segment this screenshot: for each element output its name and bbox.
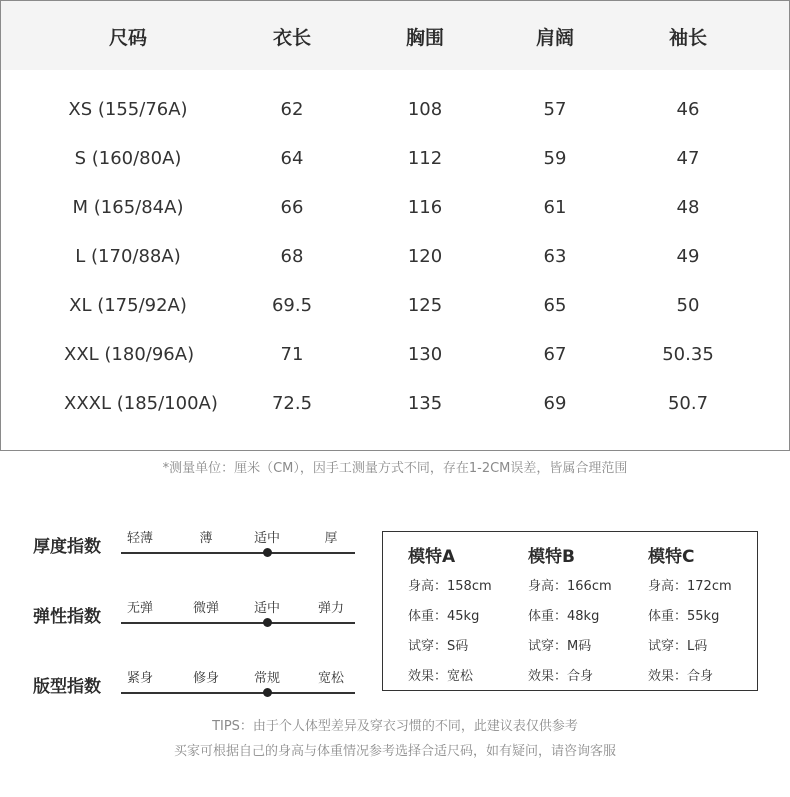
index-label: 弹性指数 — [33, 607, 101, 627]
cell-shoulder: 69 — [543, 393, 567, 414]
model-try-size: 试穿：M码 — [528, 639, 592, 654]
cell-chest: 135 — [407, 393, 443, 414]
model-weight: 体重：45kg — [408, 609, 480, 624]
header-size: 尺码 — [108, 27, 147, 49]
model-effect: 效果：宽松 — [408, 669, 474, 684]
index-tick-label: 常规 — [253, 671, 280, 686]
header-chest: 胸围 — [405, 27, 444, 49]
index-scale-line — [121, 552, 355, 554]
model-weight: 体重：48kg — [528, 609, 600, 624]
cell-chest: 120 — [407, 246, 443, 267]
model-name: 模特B — [528, 547, 575, 567]
cell-chest: 130 — [407, 344, 443, 365]
index-tick-label: 弹力 — [317, 601, 344, 616]
index-label: 版型指数 — [33, 677, 101, 697]
index-tick-label: 宽松 — [317, 671, 344, 686]
cell-length: 69.5 — [271, 295, 313, 316]
cell-sleeve: 50.7 — [667, 393, 709, 414]
cell-chest: 116 — [407, 197, 443, 218]
measure-note: *测量单位：厘米（CM），因手工测量方式不同，存在1-2CM误差，皆属合理范围 — [162, 461, 628, 476]
model-weight: 体重：55kg — [648, 609, 720, 624]
size-table-header — [1, 1, 789, 70]
model-height: 身高：172cm — [648, 579, 732, 594]
index-tick-label: 微弹 — [192, 601, 219, 616]
index-marker-dot — [263, 548, 272, 557]
cell-length: 64 — [280, 148, 304, 169]
model-name: 模特A — [408, 547, 456, 567]
index-tick-label: 厚 — [324, 531, 338, 546]
index-tick-label: 修身 — [192, 671, 219, 686]
index-scale-line — [121, 692, 355, 694]
header-sleeve: 袖长 — [668, 27, 707, 49]
index-tick-label: 适中 — [253, 601, 280, 616]
cell-shoulder: 61 — [543, 197, 567, 218]
cell-shoulder: 65 — [543, 295, 567, 316]
cell-sleeve: 46 — [676, 99, 700, 120]
cell-length: 68 — [280, 246, 304, 267]
cell-size: M (165/84A) — [72, 197, 184, 218]
index-marker-dot — [263, 618, 272, 627]
cell-length: 66 — [280, 197, 304, 218]
cell-size: S (160/80A) — [74, 148, 182, 169]
cell-shoulder: 57 — [543, 99, 567, 120]
cell-sleeve: 50 — [676, 295, 700, 316]
cell-sleeve: 49 — [676, 246, 700, 267]
model-effect: 效果：合身 — [648, 669, 714, 684]
cell-shoulder: 59 — [543, 148, 567, 169]
cell-chest: 125 — [407, 295, 443, 316]
cell-size: XL (175/92A) — [69, 295, 187, 316]
cell-length: 62 — [280, 99, 304, 120]
cell-shoulder: 67 — [543, 344, 567, 365]
model-try-size: 试穿：L码 — [648, 639, 708, 654]
cell-chest: 108 — [407, 99, 443, 120]
model-height: 身高：166cm — [528, 579, 612, 594]
cell-sleeve: 48 — [676, 197, 700, 218]
tips-line-1: TIPS：由于个人体型差异及穿衣习惯的不同，此建议表仅供参考 — [212, 719, 578, 734]
index-tick-label: 紧身 — [126, 671, 153, 686]
cell-sleeve: 47 — [676, 148, 700, 169]
index-scale — [121, 527, 355, 567]
cell-size: XXL (180/96A) — [64, 344, 195, 365]
model-effect: 效果：合身 — [528, 669, 594, 684]
index-scale — [121, 597, 355, 637]
model-height: 身高：158cm — [408, 579, 492, 594]
cell-size: L (170/88A) — [75, 246, 181, 267]
tips-line-2: 买家可根据自己的身高与体重情况参考选择合适尺码，如有疑问，请咨询客服 — [173, 744, 616, 759]
index-tick-label: 轻薄 — [126, 531, 153, 546]
header-length: 衣长 — [272, 27, 311, 49]
cell-size: XS (155/76A) — [68, 99, 188, 120]
model-name: 模特C — [648, 547, 695, 567]
index-scale-line — [121, 622, 355, 624]
cell-length: 72.5 — [271, 393, 313, 414]
index-label: 厚度指数 — [33, 537, 101, 557]
header-shoulder: 肩阔 — [535, 27, 574, 49]
cell-chest: 112 — [407, 148, 443, 169]
index-tick-label: 无弹 — [126, 601, 153, 616]
index-tick-label: 适中 — [253, 531, 280, 546]
cell-size: XXXL (185/100A) — [64, 393, 218, 414]
index-scale — [121, 667, 355, 707]
index-tick-label: 薄 — [199, 531, 213, 546]
index-marker-dot — [263, 688, 272, 697]
cell-length: 71 — [280, 344, 304, 365]
models-box — [382, 531, 758, 691]
cell-shoulder: 63 — [543, 246, 567, 267]
model-try-size: 试穿：S码 — [408, 639, 469, 654]
cell-sleeve: 50.35 — [662, 344, 714, 365]
